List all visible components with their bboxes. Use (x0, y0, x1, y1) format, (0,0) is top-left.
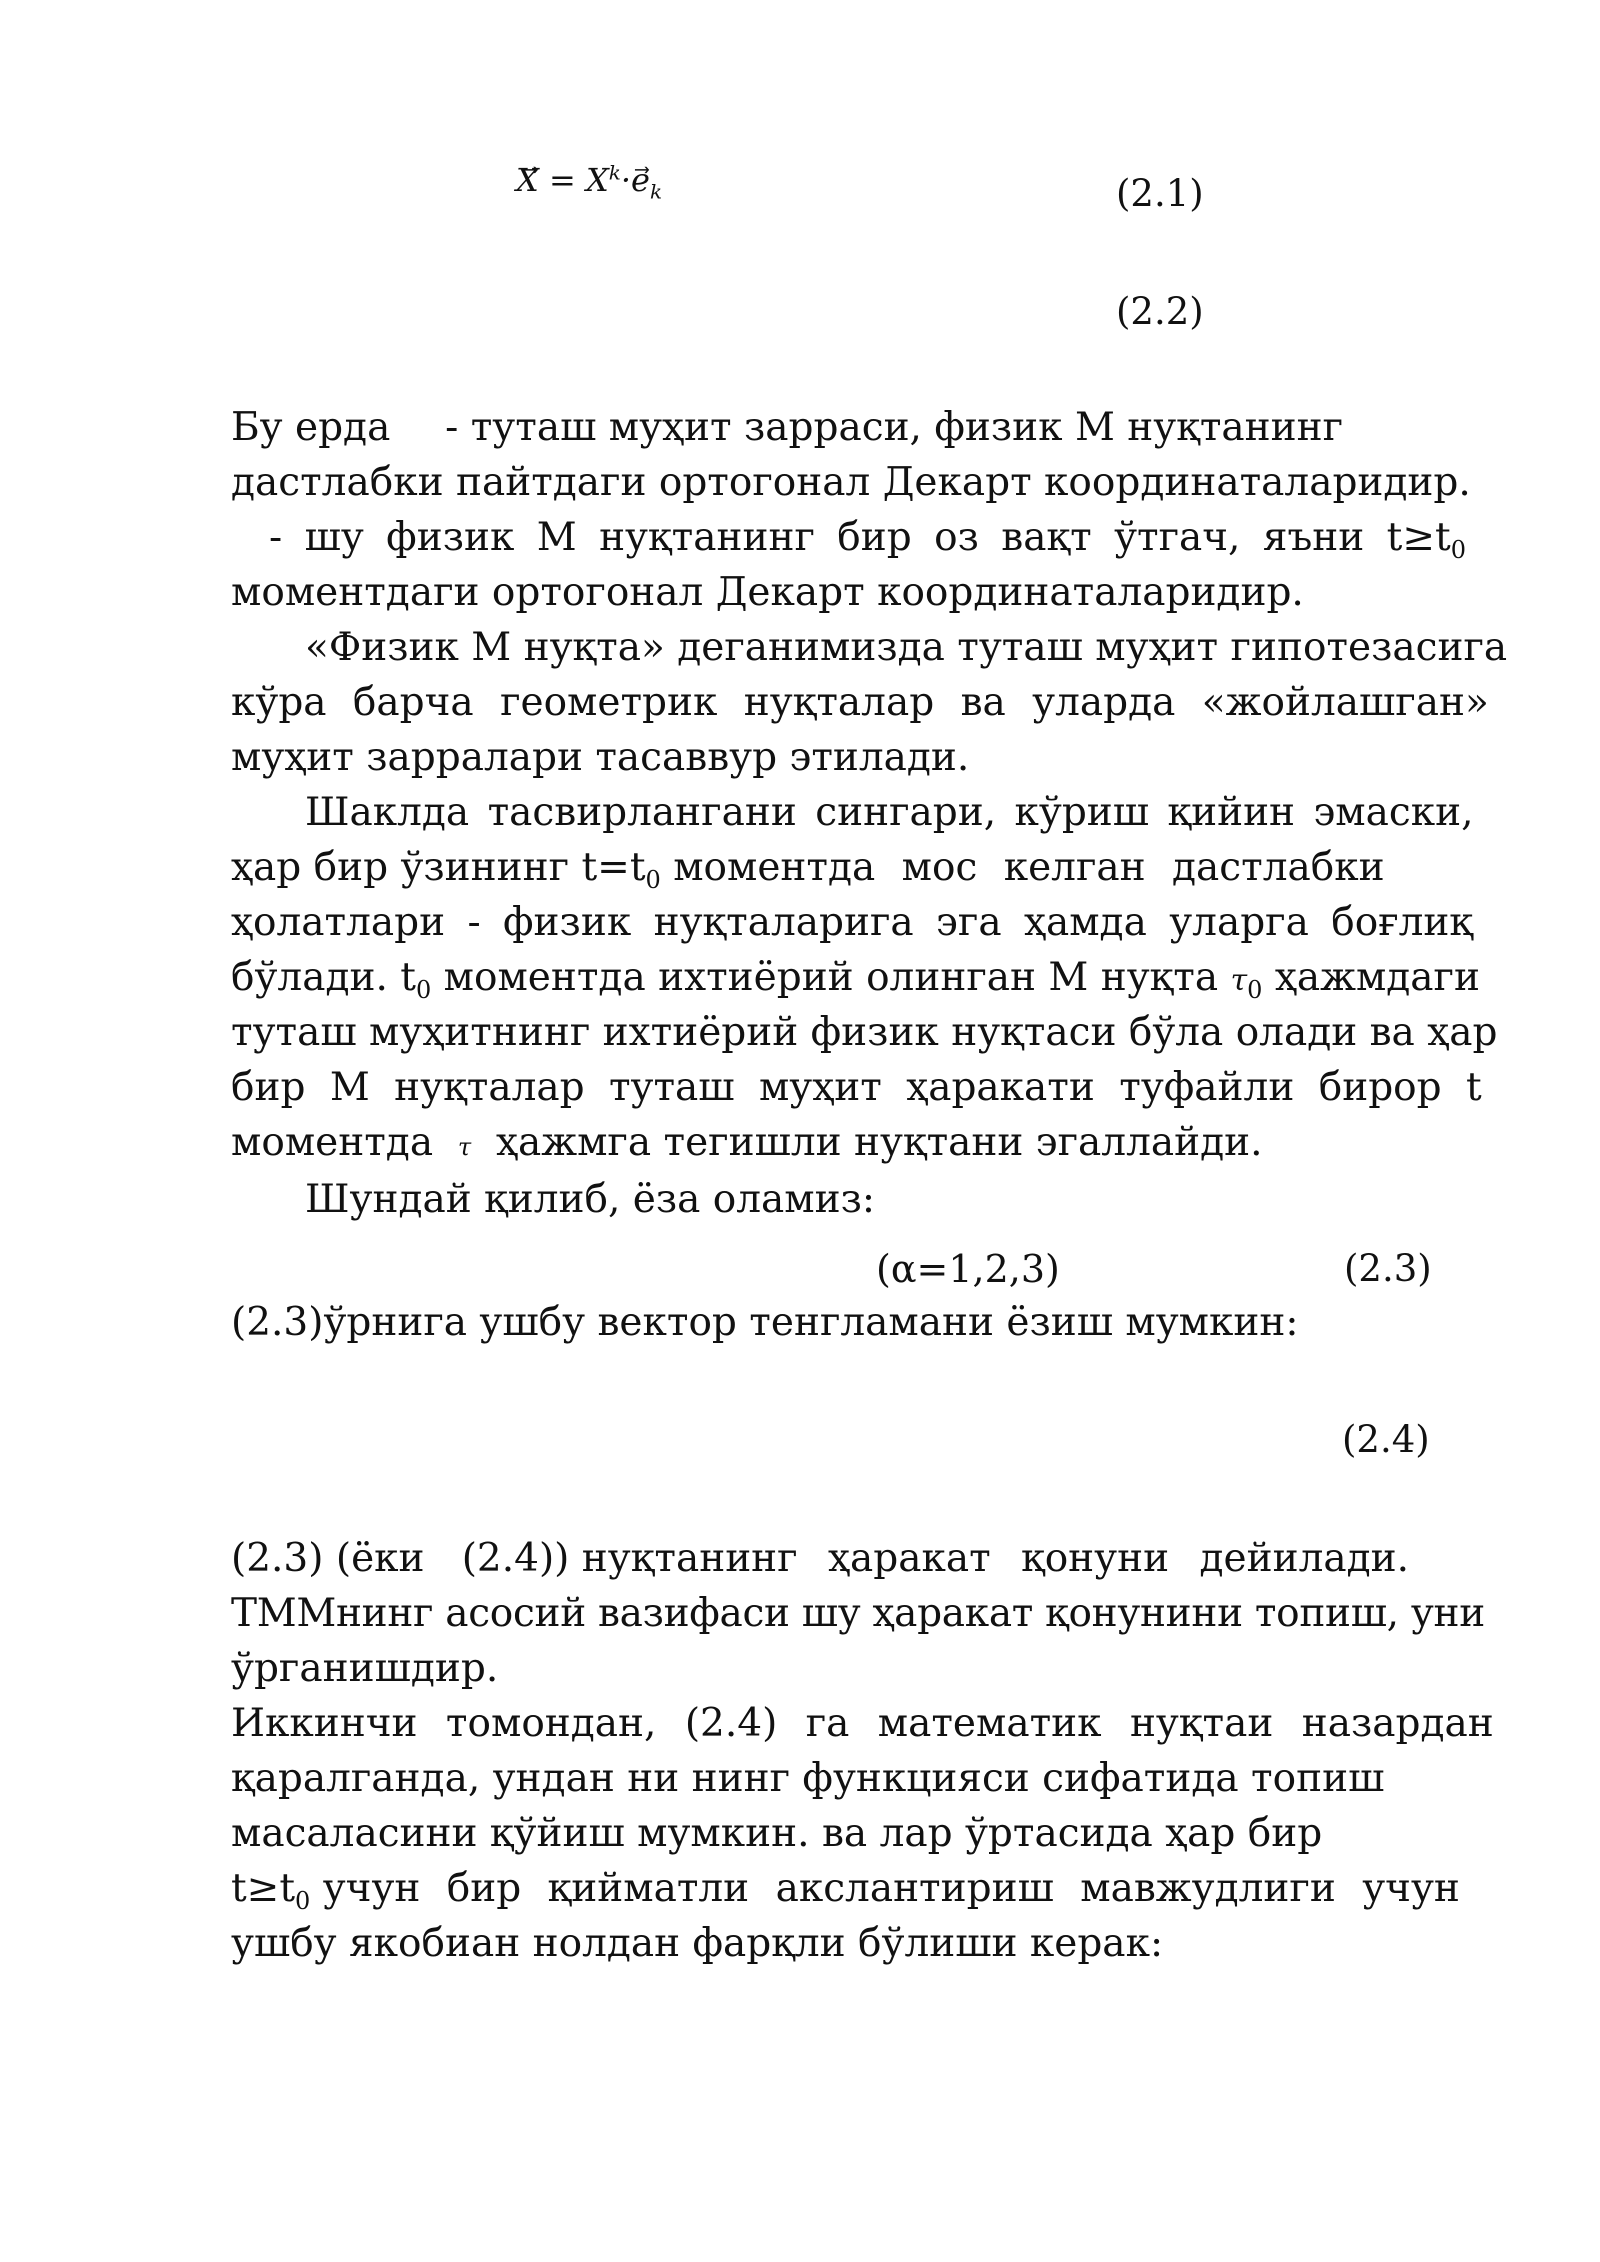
paragraph-6 (231, 1531, 1489, 1696)
equation-label-2-2: (2.2) (1116, 290, 1204, 333)
paragraph-6-line-2: ТММнинг асосий вазифаси шу ҳаракат қонунини топиш, уни (231, 1591, 1485, 1636)
paragraph-3-line-5: туташ муҳитнинг ихтиёрий физик нуқтаси бўла олади ва ҳар (231, 1010, 1498, 1055)
line-text (231, 955, 1219, 1004)
line-text-part: ҳажмга тегишли нуқтани эгаллайди. (495, 1120, 1263, 1165)
paragraph-6-line-1 (231, 1531, 1489, 1586)
paragraph-4-line-1: Шундай қилиб, ёза оламиз: (305, 1177, 876, 1222)
paragraph-3-line-2 (231, 840, 1489, 895)
word: зарраси, (744, 405, 922, 450)
paragraph-3-line-1: Шаклда тасвирлангани сингари, кўриш қийин эмаски, (305, 790, 1474, 835)
word: нуқтанинг (1127, 405, 1344, 450)
paragraph-2-line-1: «Физик М нуқта» деганимизда туташ муҳит гипотезасига (305, 625, 1508, 670)
paragraph-1-line-1 (231, 400, 1489, 455)
equation-label-2-3: (2.3) (1344, 1247, 1432, 1290)
word: ерда (295, 405, 391, 450)
subscript: 0 (645, 866, 661, 894)
word: Бу (231, 405, 283, 450)
line-text: ҳар бир (231, 845, 389, 890)
paragraph-1 (231, 400, 1489, 620)
paragraph-1-line-4: моментдаги ортогонал Декарт координаталаридир. (231, 570, 1304, 615)
subscript: 0 (1450, 536, 1466, 564)
word: туташ (470, 405, 597, 450)
paragraph-1-line-2: дастлабки пайтдаги ортогонал Декарт координаталаридир. (231, 460, 1471, 505)
line-text (400, 845, 661, 894)
paragraph-4 (231, 1172, 1489, 1227)
paragraph-5-line-1: (2.3)ўрнига ушбу вектор тенгламани ёзиш мумкин: (231, 1300, 1299, 1345)
word: физик (934, 405, 1063, 450)
paragraph-3-line-6: бир М нуқталар туташ муҳит ҳаракати туфайли бирор t (231, 1065, 1482, 1110)
line-text-part: бўлади. t (231, 955, 416, 1000)
line-text: моментда мос келган дастлабки (673, 845, 1385, 890)
paragraph-2-line-3: муҳит зарралари тасаввур этилади. (231, 735, 970, 780)
paragraph-6-line-3: ўрганишдир. (231, 1646, 499, 1691)
paragraph-7-line-3 (231, 1806, 1489, 1861)
paragraph-3-line-3: ҳолатлари - физик нуқталарига эга ҳамда уларга боғлиқ (231, 900, 1474, 945)
word: М (1074, 405, 1115, 450)
tau-symbol (1230, 955, 1263, 1004)
paragraph-2-line-2: кўра барча геометрик нуқталар ва уларда «жойлашган» (231, 680, 1489, 725)
line-text: ҳажмдаги (1274, 955, 1480, 1000)
equation-2-3-condition: (α=1,2,3) (876, 1247, 1060, 1291)
line-text (231, 1536, 569, 1581)
line-text: ни (627, 1756, 680, 1801)
equation-label-2-4: (2.4) (1342, 1418, 1430, 1461)
subscript: 0 (1247, 976, 1263, 1004)
paragraph-3-line-4 (231, 950, 1489, 1005)
paragraph-7 (231, 1696, 1494, 1971)
paragraph-1-line-3 (231, 510, 1489, 565)
line-text-part: ўзининг t=t (400, 845, 646, 890)
line-text-part: моментда ихтиёрий олинган М нуқта (443, 955, 1219, 1000)
tau: τ (457, 1133, 472, 1161)
line-text: масаласини қўйиш мумкин. (231, 1811, 810, 1856)
paragraph-3-line-7 (231, 1115, 1489, 1170)
paragraph-2 (231, 620, 1508, 785)
paragraph-3 (231, 785, 1498, 1170)
line-text: қаралганда, ундан (231, 1756, 615, 1801)
line-text: - шу физик М нуқтанинг бир оз вақт ўтгач, яъни t≥t (269, 515, 1451, 560)
line-text: учун бир қийматли акслантириш мавжудлиги учун (322, 1866, 1460, 1911)
subscript: 0 (295, 1887, 311, 1915)
paragraph-5 (231, 1295, 1489, 1350)
equation-label-2-1: (2.1) (1116, 172, 1204, 215)
paragraph-7-line-2 (231, 1751, 1489, 1806)
paragraph-7-line-1: Иккинчи томондан, (2.4) га математик нуқтаи назардан (231, 1701, 1494, 1746)
line-text-part: (2.3) (ёки (231, 1536, 425, 1581)
subscript: 0 (415, 976, 432, 1004)
formula-2-1 (516, 152, 662, 211)
word: - (445, 405, 459, 450)
line-text: ва (821, 1811, 868, 1856)
paragraph-7-line-5: ушбу якобиан нолдан фарқли бўлиши керак: (231, 1921, 1164, 1966)
line-text-part: (2.4)) (461, 1536, 570, 1581)
line-text: лар ўртасида ҳар бир (879, 1811, 1323, 1856)
formula-2-1-drawn: $X = X^k\cdot e_k$ (516, 160, 663, 204)
line-text (231, 1866, 311, 1915)
word: муҳит (608, 405, 732, 450)
line-text-part: моментда (231, 1120, 434, 1165)
line-text: нинг функцияси сифатида топиш (691, 1756, 1385, 1801)
paragraph-7-line-4 (231, 1861, 1489, 1916)
line-text: нуқтанинг ҳаракат қонуни дейилади. (581, 1536, 1410, 1581)
tau: τ (1230, 963, 1248, 998)
line-text-part: t≥t (231, 1866, 296, 1911)
